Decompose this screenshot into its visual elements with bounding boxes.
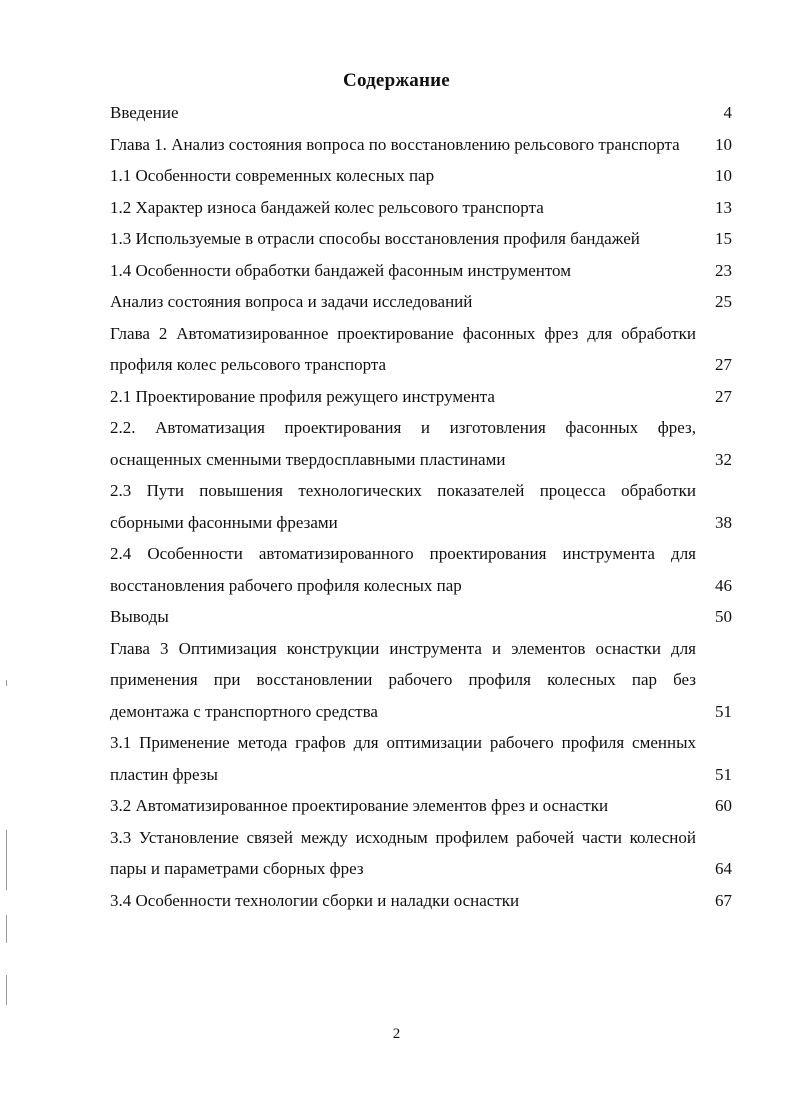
toc-entry-page: 67 xyxy=(715,890,732,910)
toc-entry-text: 2.3 Пути повышения технологических показателей процесса обработки сборными фасонными фрезами xyxy=(110,481,696,532)
toc-entry-page: 51 xyxy=(715,701,732,721)
toc-entry-page: 23 xyxy=(715,260,732,280)
toc-entry-text: 3.4 Особенности технологии сборки и наладки оснастки xyxy=(110,890,520,910)
toc-entry xyxy=(110,255,738,287)
toc-title: Содержание xyxy=(343,70,450,91)
toc-entry xyxy=(110,538,738,601)
toc-entry-text: Выводы xyxy=(110,607,169,626)
toc-entry-page: 64 xyxy=(715,859,732,878)
toc-entry-page: 25 xyxy=(715,292,732,311)
toc-entry-text: Введение xyxy=(110,103,179,122)
toc-entry xyxy=(110,160,738,192)
toc-entry-page: 27 xyxy=(715,386,732,406)
toc-entry xyxy=(110,381,738,413)
toc-entry-page: 10 xyxy=(715,166,732,185)
page-number: 2 xyxy=(392,1026,401,1042)
toc-entry xyxy=(110,318,738,381)
toc-entry-page: 50 xyxy=(715,607,732,626)
toc-entry-text: 2.4 Особенности автоматизированного проектирования инструмента для восстановления рабочего профиля колесных пар xyxy=(110,544,696,595)
toc-entry-text: 1.2 Характер износа бандажей колес рельсового транспорта xyxy=(110,197,544,217)
toc-entry-page: 13 xyxy=(715,197,732,217)
toc-entry-page: 32 xyxy=(715,449,732,469)
toc-entry xyxy=(110,97,738,129)
toc-entry-text: 1.3 Используемые в отрасли способы восстановления профиля бандажей xyxy=(110,229,640,248)
toc-entry xyxy=(110,633,738,728)
toc-entry xyxy=(110,727,738,790)
toc-entry-text: 1.4 Особенности обработки бандажей фасонным инструментом xyxy=(110,260,571,280)
toc-entry-text: 2.1 Проектирование профиля режущего инструмента xyxy=(110,386,495,406)
toc-entry-page: 51 xyxy=(715,764,732,784)
toc-entry-text: Глава 3 Оптимизация конструкции инструмента и элементов оснастки для применения при восстановлении рабочего профиля колесных пар без демонтажа с транспортного средства xyxy=(110,638,696,721)
toc-entry xyxy=(110,412,738,475)
toc-entry-text: 1.1 Особенности современных колесных пар xyxy=(110,166,435,185)
scan-artifact xyxy=(6,915,7,943)
toc-entry xyxy=(110,885,738,917)
toc-entry-page: 46 xyxy=(715,575,732,595)
toc-entry-text: 2.2. Автоматизация проектирования и изготовления фасонных фрез, оснащенных сменными твердосплавными пластинами xyxy=(110,418,696,469)
toc-entry-page: 38 xyxy=(715,512,732,532)
toc-entry-text: Глава 2 Автоматизированное проектирование фасонных фрез для обработки профиля колес рельсового транспорта xyxy=(110,323,696,374)
toc-entry xyxy=(110,601,738,633)
toc-entry xyxy=(110,192,738,224)
toc-entry-text: 3.2 Автоматизированное проектирование элементов фрез и оснастки xyxy=(110,796,609,815)
toc-entry-text: 3.3 Установление связей между исходным профилем рабочей части колесной пары и параметрами сборных фрез xyxy=(110,827,696,878)
toc-entry xyxy=(110,129,738,161)
toc-entry-page: 15 xyxy=(715,229,732,248)
toc-entry-text: Глава 1. Анализ состояния вопроса по восстановлению рельсового транспорта xyxy=(110,134,680,154)
toc-entry-page: 4 xyxy=(723,103,732,122)
toc-entry xyxy=(110,790,738,822)
scan-artifact xyxy=(6,975,7,1005)
toc-entry-text: 3.1 Применение метода графов для оптимизации рабочего профиля сменных пластин фрезы xyxy=(110,733,696,784)
scan-artifact xyxy=(6,680,7,686)
toc-entry xyxy=(110,822,738,885)
toc-entry xyxy=(110,223,738,255)
toc-entry xyxy=(110,286,738,318)
toc-entry-text: Анализ состояния вопроса и задачи исследований xyxy=(110,292,473,311)
toc-entry-page: 10 xyxy=(715,134,732,154)
toc-entry xyxy=(110,475,738,538)
toc-entry-page: 27 xyxy=(715,355,732,374)
scan-artifact xyxy=(6,830,7,890)
table-of-contents xyxy=(110,97,738,916)
toc-entry-page: 60 xyxy=(715,796,732,815)
